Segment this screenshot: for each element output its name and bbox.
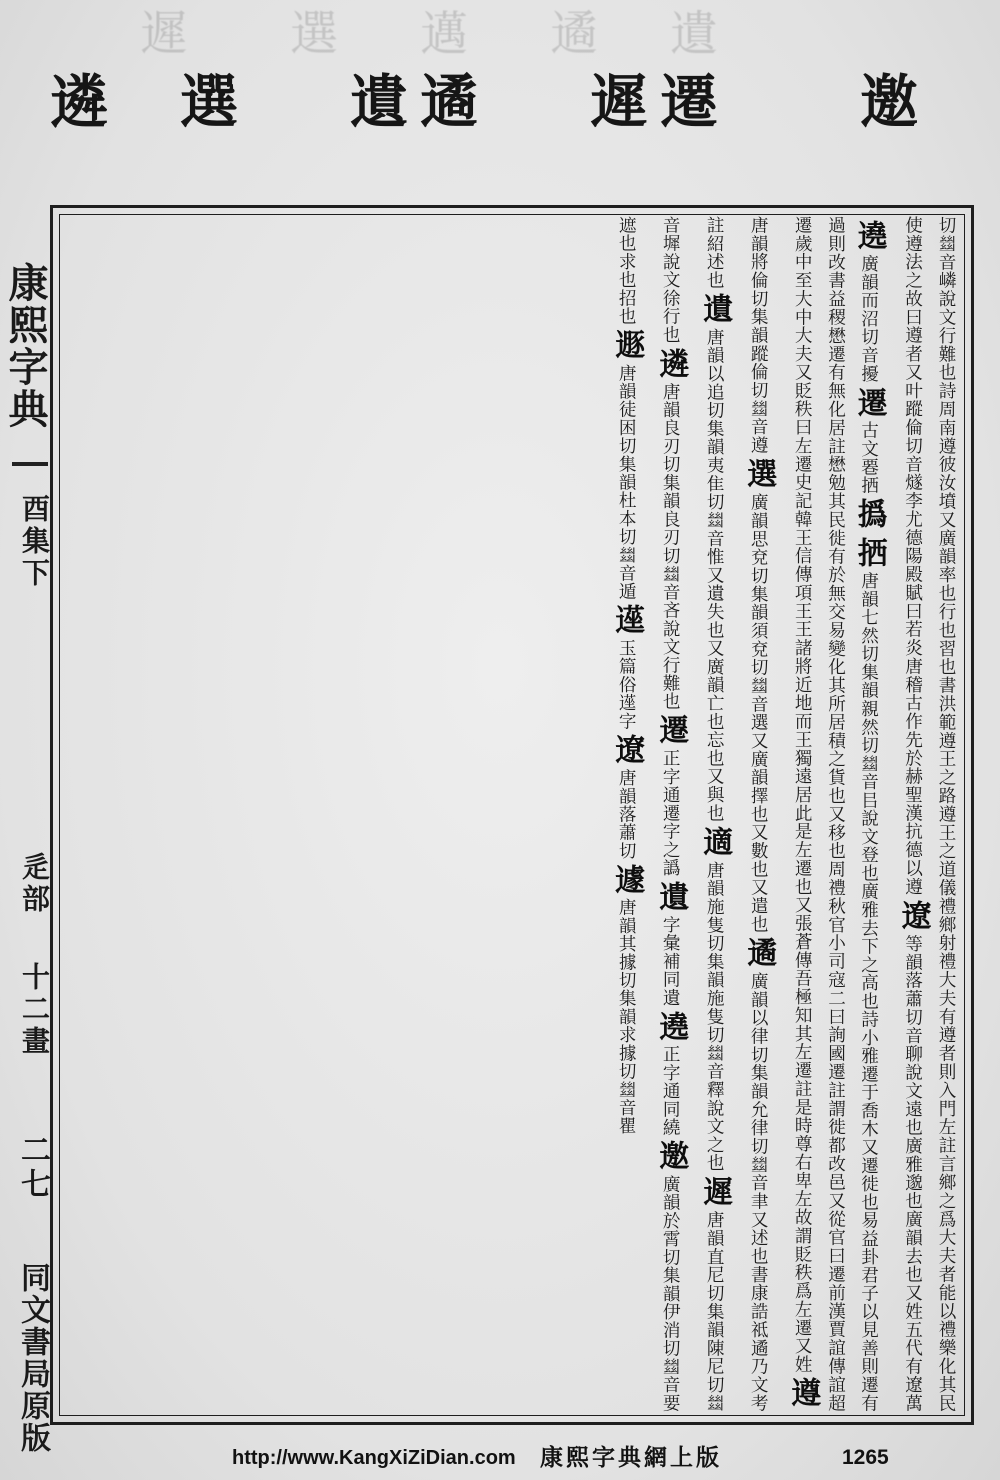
seal-glyph: 邀 [860,68,913,136]
entry-text: 切𢇍音嶙說文行難也詩周南遵彼汝墳又廣韻率也行也習也書洪範遵王之路遵王之道儀禮鄉射禮大夫有遵者則入門左註言鄉之爲大夫者能以禮樂化其民使遵法之故曰遵者又叶蹤倫切音燧李尤德陽殿賦曰若炎唐稽古作先於赫聖漢抗德以遵 [902,216,956,1412]
entry-text: 唐韻直尼切集韻陳尼切𢇍音墀說文徐行也 [660,216,725,1412]
entry-text: 廣韻而沼切音擾 [858,254,879,383]
headword: 選 [741,458,777,490]
radical-label: 辵部 [18,852,51,916]
headword: 遶 [851,220,887,251]
entry-text: 唐韻徒困切集韻杜本切𢇍音遁 [616,363,637,601]
entry-text: 等韻落蕭切音聊說文遠也廣雅邈也廣韻去也又姓五代有遼萬 [902,934,923,1412]
ghost-glyph: 選 [290,6,339,62]
headword: 遹 [741,937,777,968]
headword: 遼 [895,899,931,931]
headword: 邀 [653,1140,689,1171]
headword: 遷 [653,714,689,746]
seal-glyph: 遺 [350,68,403,136]
entry-text: 唐韻七然切集韻親然切𢇍音㠯說文登也廣雅去下之高也詩小雅遷于喬木又遷徙也易益卦君子以見善則遷有過則改書益稷懋遷有無化居註懋勉其民徙有於無交易變化其所居積之貨也又移也周禮秋官小司寇二曰詢國遷註謂徙都改邑又從官曰遷前漢賈誼傳誼超遷歲中至大中大夫又貶秩曰左遷史記韓王信傳項王王諸將近地而王獨遠居此是左遷也又張蒼傳吾極知其左遷註是時尊右卑左故謂貶秩爲左遷又姓 [792,216,879,1412]
ghost-glyph: 遲 [140,6,189,62]
entry-text: 正字通同繞 [660,1045,681,1137]
entry-text: 唐韻落蕭切 [616,768,637,860]
seal-glyph: 遴 [50,68,103,136]
headword: 遷 [851,386,887,418]
headword: 遶 [653,1010,689,1042]
seal-script-header [30,62,970,142]
bleed-through-row [110,4,990,64]
publisher-label: 同文書局原版 [15,1262,50,1454]
margin-rule [12,462,48,466]
folio-number: 二七 [15,1134,50,1202]
book-title: 康熙字典 [2,262,49,430]
section-label: 酉集下 [18,494,51,590]
footer [0,1440,1000,1476]
headword: 遺 [697,293,733,324]
entry-text: 唐韻良刃切集韻良刃切𢇍音吝說文行難也 [660,382,681,711]
headword: 適 [697,826,733,857]
seal-glyph: 遹 [420,68,473,136]
dictionary-body [61,216,957,1412]
seal-glyph: 選 [180,68,233,136]
seal-glyph: 遲 [590,68,643,136]
seal-glyph: 遷 [660,68,713,136]
entry-text: 唐韻施隻切集韻施隻切𢇍音釋說文之也 [704,860,725,1173]
entry-text: 字彙補同遺 [660,915,681,1007]
headword: 遼 [609,734,645,765]
entry-text: 廣韻於霄切集韻伊消切𢇍音要遮也求也招也 [616,216,681,1412]
site-url[interactable]: http://www.KangXiZiDian.com [232,1447,516,1469]
headword: 遯 [609,329,645,360]
headword: 遵 [785,1377,821,1408]
headword: 遽 [609,863,645,895]
ghost-glyph: 邁 [420,6,469,62]
text-frame [50,205,974,1425]
headword: 撝 [851,498,887,529]
entry-text: 古文䙴拪 [858,421,879,495]
entry-text: 玉篇俗遳字 [616,639,637,731]
entry-text: 廣韻思兗切集韻須兗切𢇍音選又廣韻擇也又數也又遣也 [748,493,769,934]
headword: 遳 [609,604,645,636]
ghost-glyph: 遹 [550,6,599,62]
headword: 拪 [851,536,887,568]
entry-text: 廣韻以律切集韻允律切𢇍音聿又述也書康誥祗遹乃文考註紹述也 [704,216,769,1412]
stroke-count-label: 十二畫 [18,962,51,1058]
edition-label: 康熙字典網上版 [540,1444,722,1471]
ghost-glyph: 遺 [670,6,719,62]
entry-text: 唐韻將倫切集韻蹤倫切𢇍音遵 [748,216,769,455]
page-number: 1265 [842,1446,889,1469]
entry-text: 唐韻其據切集韻求據切𢇍音瞿 [616,898,637,1135]
entry-text: 唐韻以追切集韻夷隹切𢇍音惟又遺失也又廣韻亡也忘也又與也 [704,327,725,823]
headword: 遺 [653,880,689,912]
margin-column [2,262,54,1454]
headword: 遴 [653,347,689,379]
entry-text: 正字通遷字之譌 [660,749,681,877]
headword: 遲 [697,1176,733,1207]
